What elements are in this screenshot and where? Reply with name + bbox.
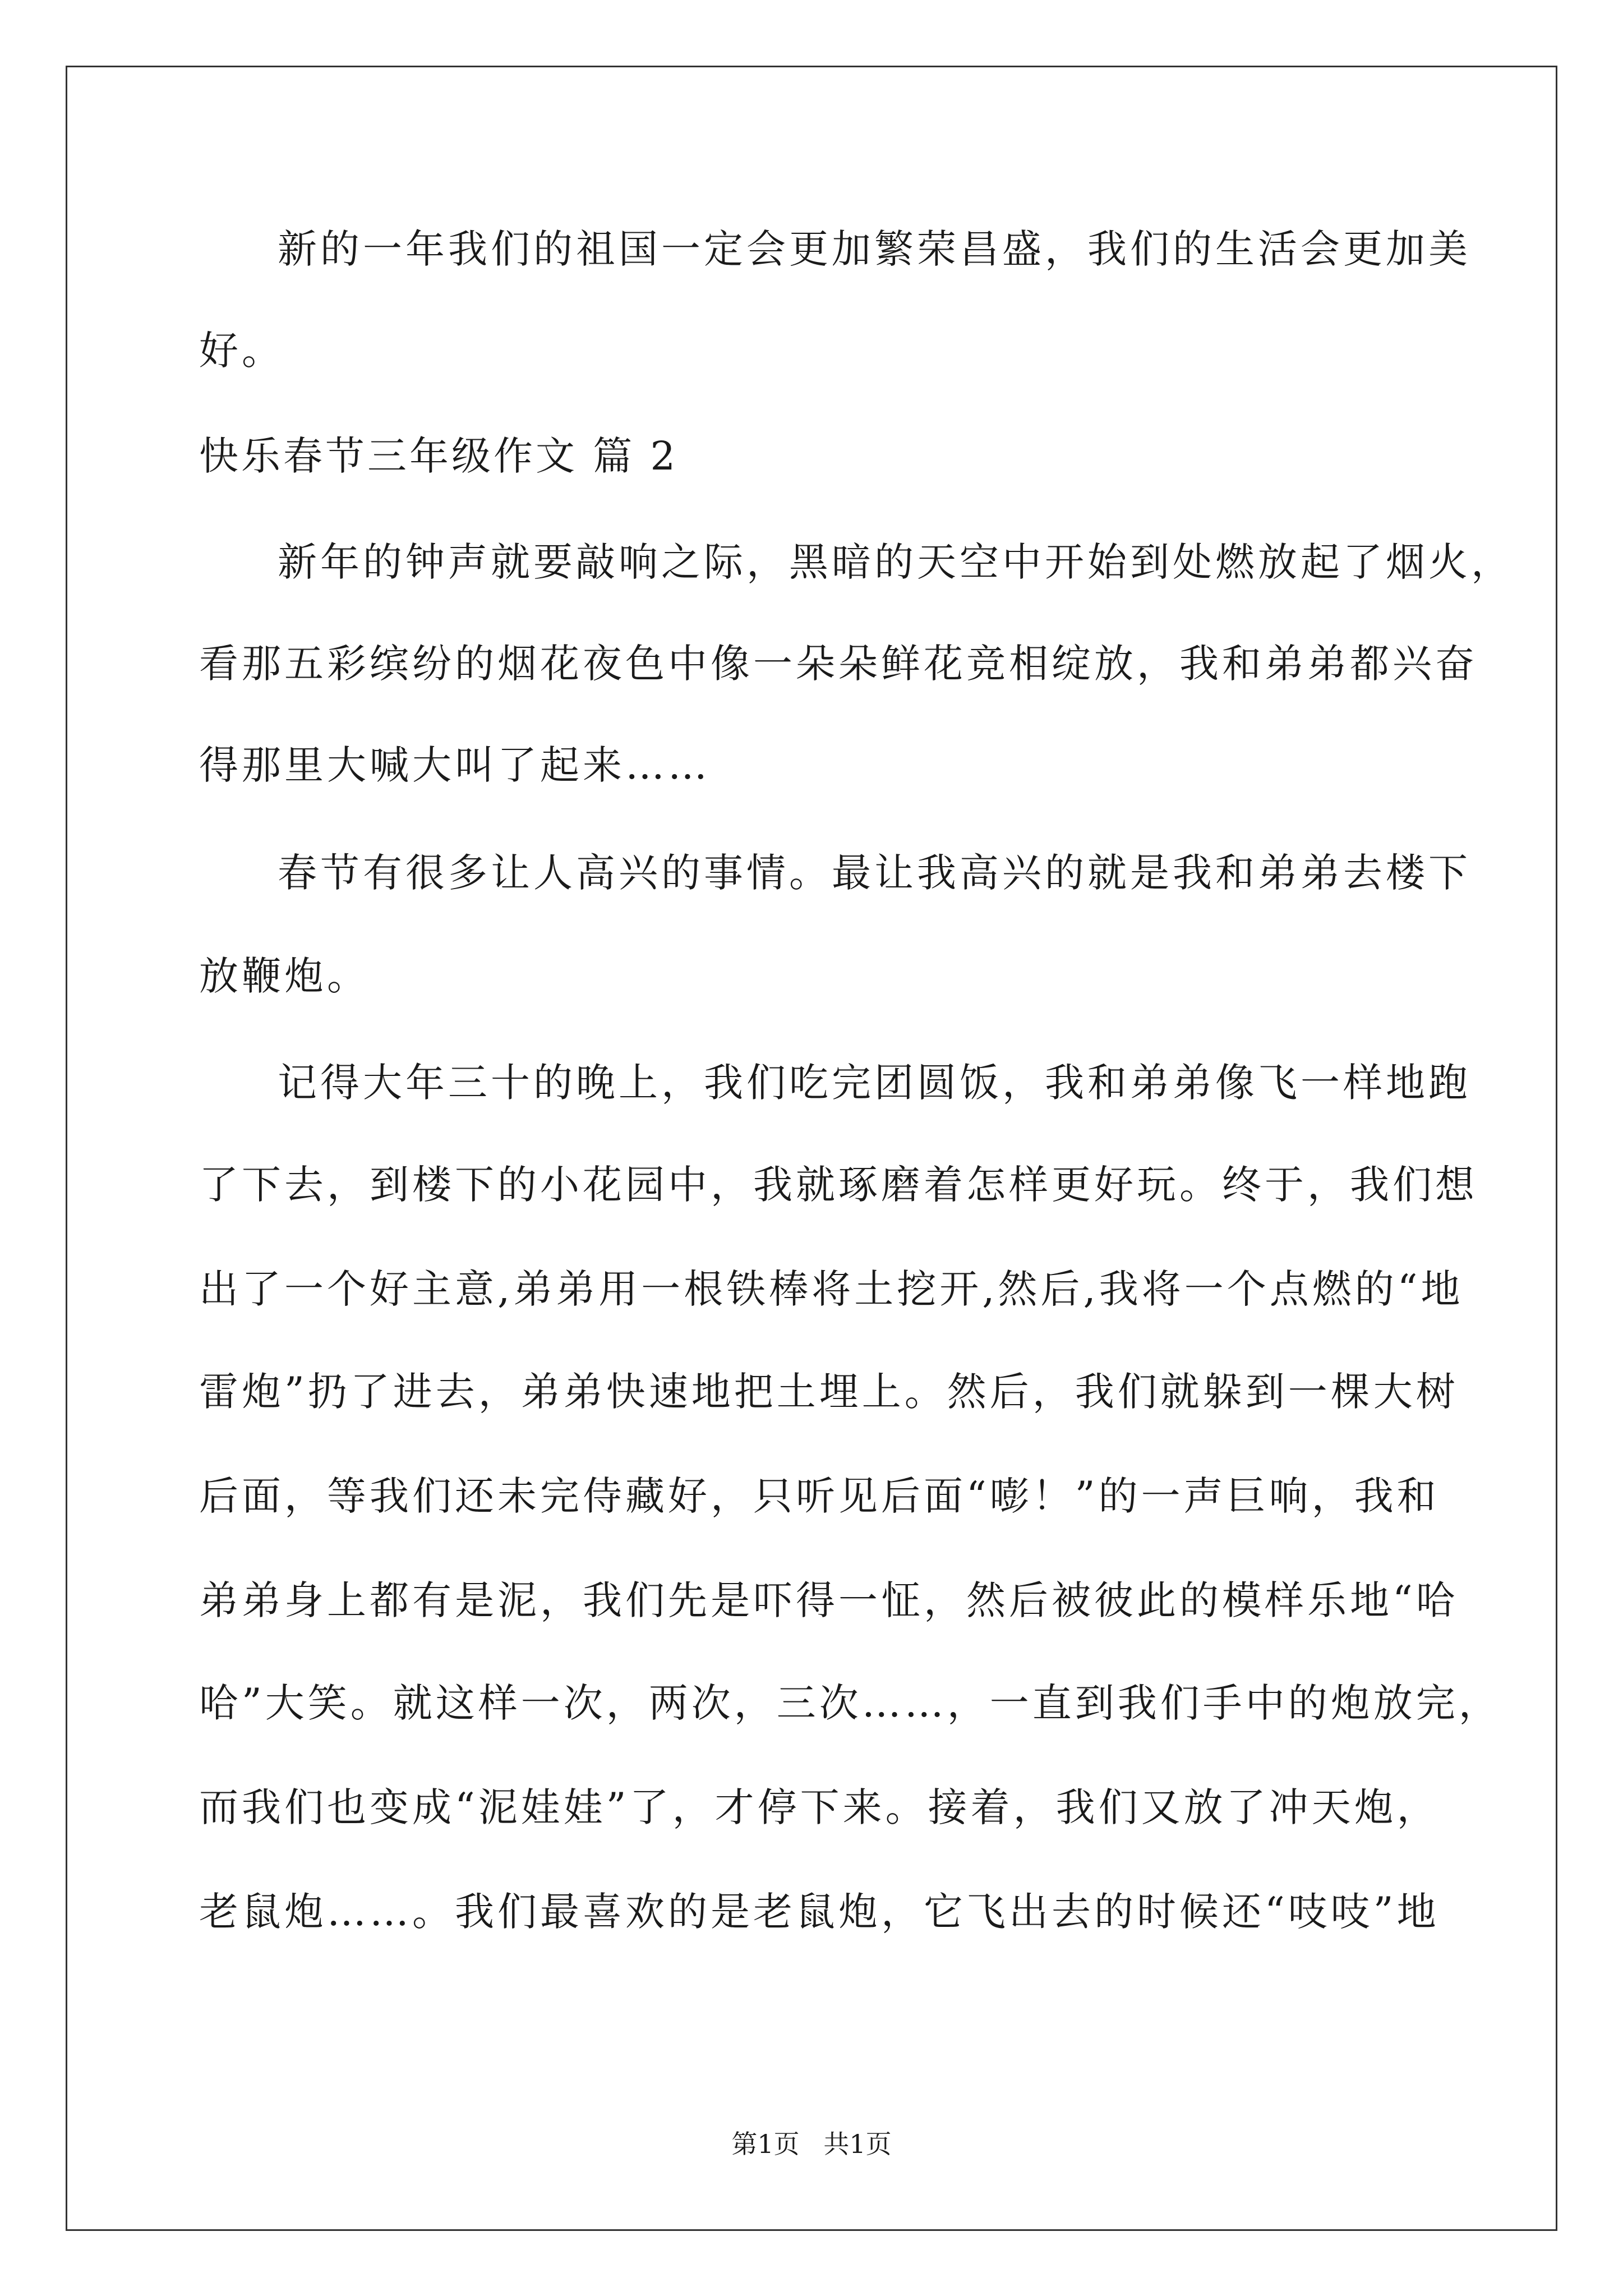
- section-heading: 快乐春节三年级作文 篇 2: [199, 433, 679, 479]
- paragraph-2-line-1: 新年的钟声就要敲响之际，黑暗的天空中开始到处燃放起了烟火，: [278, 539, 1514, 585]
- paragraph-1-line-2: 好。: [199, 328, 284, 374]
- paragraph-4-line-7: 哈”大笑。就这样一次，两次，三次……，一直到我们手中的炮放完，: [199, 1680, 1501, 1726]
- paragraph-4-line-2: 了下去，到楼下的小花园中，我就琢磨着怎样更好玩。终于，我们想: [199, 1162, 1478, 1208]
- paragraph-3-line-1: 春节有很多让人高兴的事情。最让我高兴的就是我和弟弟去楼下: [278, 850, 1471, 896]
- page-footer: [0, 2127, 1623, 2161]
- paragraph-4-line-1: 记得大年三十的晚上，我们吃完团圆饭，我和弟弟像飞一样地跑: [278, 1060, 1471, 1106]
- paragraph-3-line-2: 放鞭炮。: [199, 953, 370, 999]
- paragraph-4-line-8: 而我们也变成“泥娃娃”了，才停下来。接着，我们又放了冲天炮，: [199, 1784, 1440, 1830]
- page-number: 第1页: [731, 2129, 800, 2159]
- paragraph-2-line-3: 得那里大喊大叫了起来……: [199, 742, 711, 788]
- paragraph-4-line-5: 后面，等我们还未完侍藏好，只听见后面“嘭！”的一声巨响，我和: [199, 1473, 1440, 1519]
- paragraph-1-line-1: 新的一年我们的祖国一定会更加繁荣昌盛，我们的生活会更加美: [278, 226, 1471, 272]
- paragraph-4-line-6: 弟弟身上都有是泥，我们先是吓得一怔，然后被彼此的模样乐地“哈: [199, 1577, 1459, 1623]
- paragraph-2-line-2: 看那五彩缤纷的烟花夜色中像一朵朵鲜花竞相绽放，我和弟弟都兴奋: [199, 641, 1478, 687]
- paragraph-4-line-9: 老鼠炮……。我们最喜欢的是老鼠炮，它飞出去的时候还“吱吱”地: [199, 1889, 1440, 1935]
- paragraph-4-line-4: 雷炮”扔了进去，弟弟快速地把土埋上。然后，我们就躲到一棵大树: [199, 1369, 1459, 1415]
- paragraph-4-line-3: 出了一个好主意,弟弟用一根铁棒将土挖开,然后,我将一个点燃的“地: [199, 1266, 1464, 1312]
- page-total: 共1页: [823, 2129, 892, 2159]
